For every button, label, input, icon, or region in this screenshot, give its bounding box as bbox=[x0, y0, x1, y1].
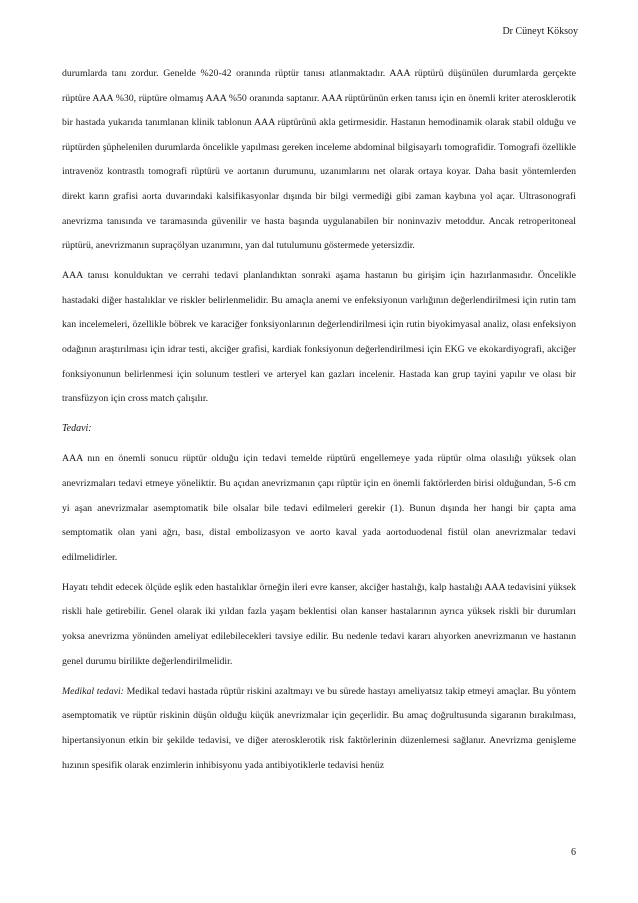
document-body bbox=[62, 62, 576, 784]
header-author: Dr Cüneyt Köksoy bbox=[502, 26, 578, 37]
paragraph-comorbidities: Hayatı tehdit edecek ölçüde eşlik eden hastalıklar örneğin ileri evre kanser, akciğer hastalığı, kalp hastalığı AAA tedavisini yüksek riskli hale getirebilir. Genel olarak iki yıldan fazla yaşam beklentisi olan kanser hastalarının ayrıca yüksek riskli bir durumları yoksa anevrizma yönünden ameliyat edilebilecekleri tavsiye edilir. Bu nedenle tedavi kararı alıyorken anevrizmanın ve hastanın genel durumu birilikte değerlendirilmelidir. bbox=[62, 581, 576, 667]
paragraph-rupture-diagnosis: durumlarda tanı zordur. Genelde %20-42 oranında rüptür tanısı atlanmaktadır. AAA rüptürü düşünülen durumlarda gerçekte rüptüre AAA %30, rüptüre olmamış AAA %50 oranında saptanır. AAA rüptürünün erken tanısı için en önemli kriter aterosklerotik bir hastada yukarıda tanımlanan klinik tablonun AAA rüptürünü akla getirmesidir. Hastanın hemodinamik olarak stabil olduğu ve rüptürden şüphelenilen durumlarda öncelikle yapılması gereken inceleme abdominal bilgisayarlı tomografidir. Tomografi özellikle intravenöz kontrastlı tomografi rüptürü ve aortanın durumunu, uzanımlarını net olarak ortaya koyar. Daha basit yöntemlerden direkt karın grafisi aorta duvarındaki kalsifikasyonlar dışında bir bilgi vermediği gibi zaman kaybına yol açar. Ultrasonografi anevrizma tanısında ve taramasında güvenilir ve hasta başında uygulanabilen bir noninvaziv metoddur. Ancak retroperitoneal rüptürü, anevrizmanın supraçölyan uzanımını, yan dal tutulumunu göstermede yetersizdir. bbox=[62, 68, 576, 252]
medical-treatment-text: Medikal tedavi hastada rüptür riskini azaltmayı ve bu sürede hastayı ameliyatsız takip etmeyi amaçlar. Bu yöntem asemptomatik ve rüptür riskinin düşün olduğu küçük anevrizmalar için geçerlidir. Bu amaç doğrultusunda sigaranın bırakılması, hipertansiyonun etkin bir şekilde tedavisi, ve diğer aterosklerotik risk faktörlerinin düzenlemesi sağlanır. Anevrizma genişleme hızının spesifik olarak enzimlerin inhibisyonu yada antibiyotiklerle tedavisi henüz bbox=[62, 685, 577, 771]
section-title-treatment: Tedavi: bbox=[62, 423, 92, 435]
paragraph-treatment-indications: AAA nın en önemli sonucu rüptür olduğu için tedavi temelde rüptürü engellemeye yada rüptür olma olasılığı yüksek olan anevrizmaları tedavi etmeye yöneliktir. Bu açıdan anevrizmanın çapı rüptür için en önemli faktörlerden birisi olduğundan, 5-6 cm yi aşan anevrizmalar asemptomatik bile olsalar bile tedavi edilmeleri gerekir (1). Bunun dışında her hangi bir çapta ama semptomatik olan yani ağrı, bası, distal embolizasyon ve aorto kaval yada aortoduodenal fistül olan anevrizmalar tedavi edilmelidirler. bbox=[62, 453, 576, 563]
page-number: 6 bbox=[571, 847, 576, 858]
paragraph-preoperative-preparation: AAA tanısı konulduktan ve cerrahi tedavi planlandıktan sonraki aşama hastanın bu girişim için hazırlanmasıdır. Öncelikle hastadaki diğer hastalıklar ve riskler belirlenmelidir. Bu amaçla anemi ve enfeksiyonun varlığının değerlendirilmesi için rutin tam kan incelemeleri, özellikle böbrek ve karaciğer fonksiyonlarının değerlendirilmesi için rutin biyokimyasal analiz, olası enfeksiyon odağının araştırılması için idrar testi, akciğer grafisi, kardiak fonksiyonun değerlendirilmesi için EKG ve ekokardiyografi, akciğer fonksiyonunun belirlenmesi için solunum testleri ve arteryel kan gazları incelenir. Hastada kan grup tayini yapılır ve olası bir transfüzyon için cross match çalışılır. bbox=[62, 270, 576, 405]
medical-treatment-label: Medikal tedavi: bbox=[62, 685, 124, 697]
paragraph-medical-treatment bbox=[62, 680, 576, 778]
